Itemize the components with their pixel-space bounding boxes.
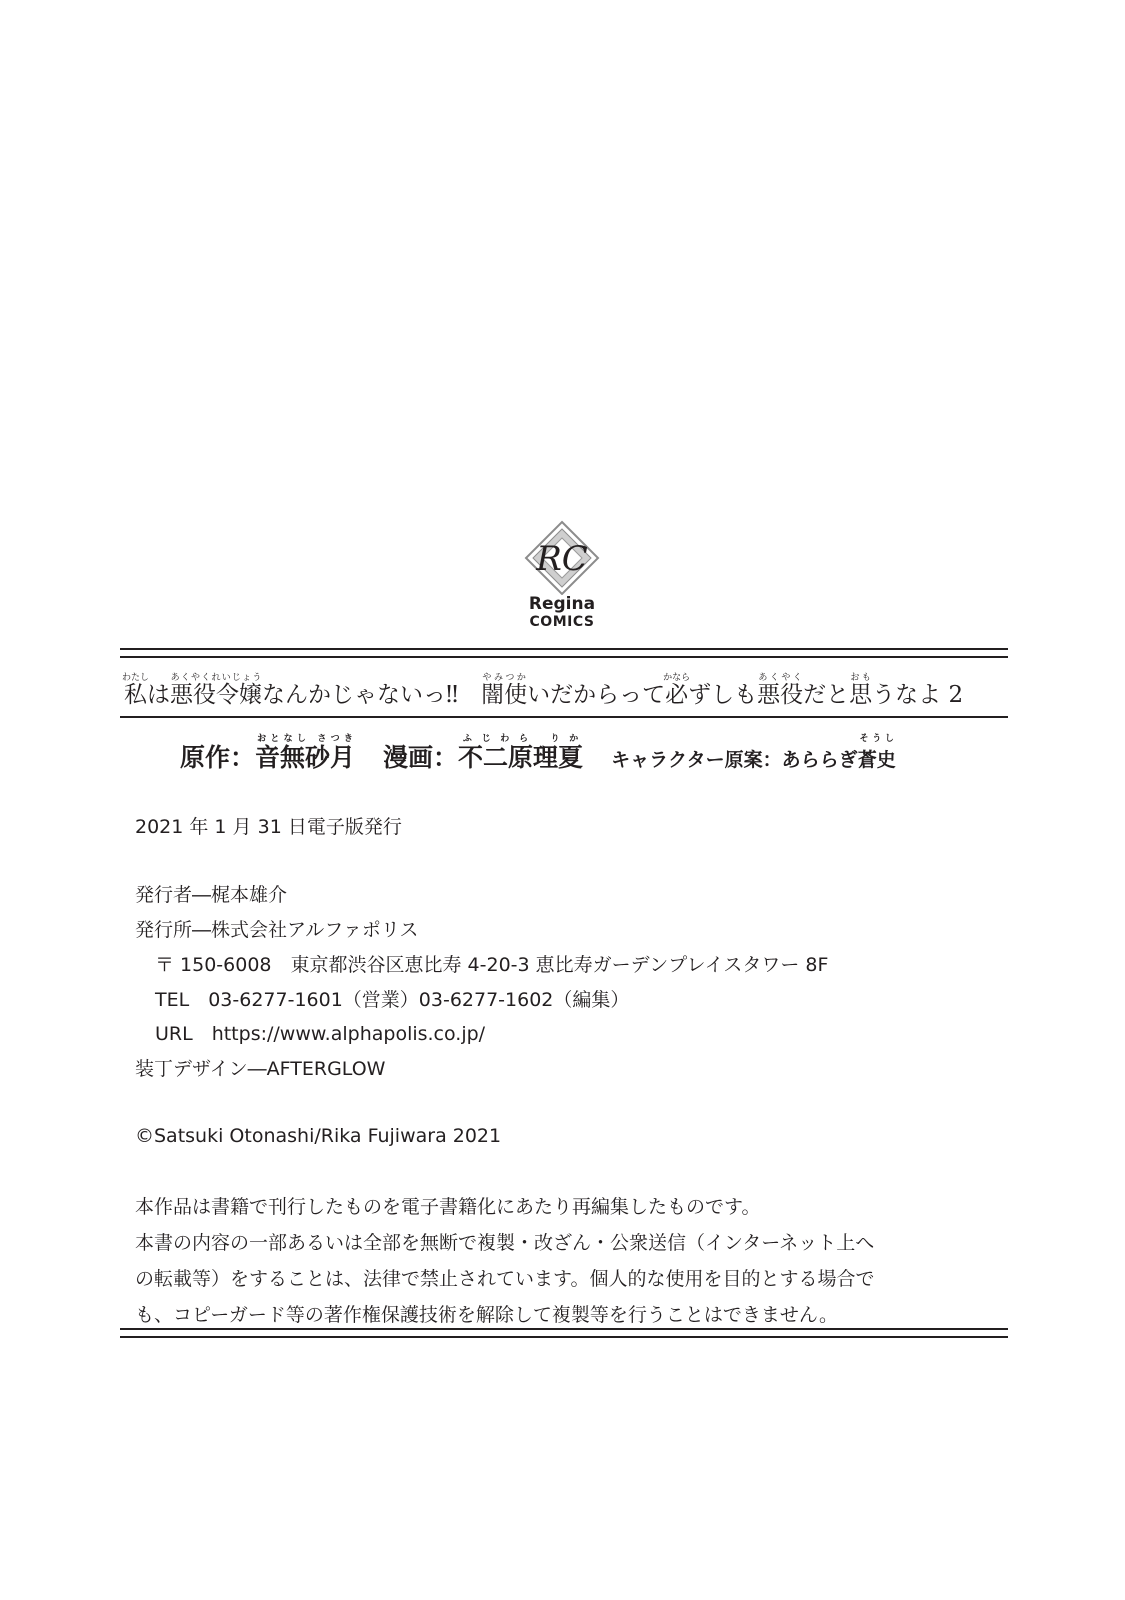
original-author-label: 原作： [180, 743, 256, 772]
title-segment: 悪役令嬢あくやくれいじょう [170, 673, 262, 708]
bottom-rule-2 [120, 1336, 1008, 1338]
design-credit-line: 装丁デザイン―AFTERGLOW [135, 1058, 386, 1080]
title-segment: ずしも [688, 682, 758, 708]
title-segment: 思おも [849, 673, 873, 708]
original-author-name: 音無砂月おとなし さつき [255, 734, 356, 772]
title-rule [120, 716, 1008, 718]
manga-artist-label: 漫画： [383, 743, 459, 772]
title-segment: は [147, 682, 170, 708]
logo-regina-text: Regina [528, 594, 596, 614]
notice-line: 本作品は書籍で刊行したものを電子書籍化にあたり再編集したものです。 [135, 1196, 761, 1218]
logo-monogram: RC [536, 539, 588, 579]
title-segment: 闇使やみつか [481, 673, 528, 708]
notice-line: の転載等）をすることは、法律で禁止されています。個人的な使用を目的とする場合で [135, 1268, 875, 1290]
title-segment: 悪役あくやく [757, 673, 804, 708]
credits [180, 734, 980, 778]
character-design-label: キャラクター原案：あららぎ [611, 749, 858, 771]
regina-comics-logo [512, 520, 612, 635]
title-segment: 私わたし [122, 673, 150, 708]
publication-date: 2021 年 1 月 31 日電子版発行 [135, 816, 402, 838]
title-segment: なんかじゃないっ‼ [262, 682, 482, 708]
logo-comics-text: COMICS [529, 614, 595, 630]
title-segment: だと [803, 682, 850, 708]
publishing-company-line: 発行所―株式会社アルファポリス [135, 919, 419, 941]
title-segment: うなよ 2 [872, 682, 964, 708]
address-line: 〒 150-6008 東京都渋谷区恵比寿 4-20-3 恵比寿ガーデンプレイスタワー 8F [155, 954, 829, 976]
notice-line: も、コピーガード等の著作権保護技術を解除して複製等を行うことはできません。 [135, 1304, 839, 1326]
url-line[interactable]: URL https://www.alphapolis.co.jp/ [155, 1023, 486, 1045]
tel-line: TEL 03-6277-1601（営業）03-6277-1602（編集） [155, 989, 630, 1011]
top-rule-1 [120, 648, 1008, 650]
book-title [122, 673, 1006, 719]
copyright-line: ©Satsuki Otonashi/Rika Fujiwara 2021 [135, 1125, 502, 1147]
manga-artist-name: 不二原理夏ふじわら りか [458, 734, 584, 772]
notice-line: 本書の内容の一部あるいは全部を無断で複製・改ざん・公衆送信（インターネット上へ [135, 1232, 875, 1254]
publisher-line: 発行者―梶本雄介 [135, 884, 288, 906]
top-rule-2 [120, 656, 1008, 658]
legal-notice [135, 1189, 1005, 1333]
title-segment: 必かなら [663, 673, 691, 708]
bottom-rule-1 [120, 1328, 1008, 1330]
character-design-name: 蒼史そうし [857, 734, 896, 771]
title-segment: いだからって [527, 682, 666, 708]
rc-diamond-emblem [512, 520, 612, 595]
